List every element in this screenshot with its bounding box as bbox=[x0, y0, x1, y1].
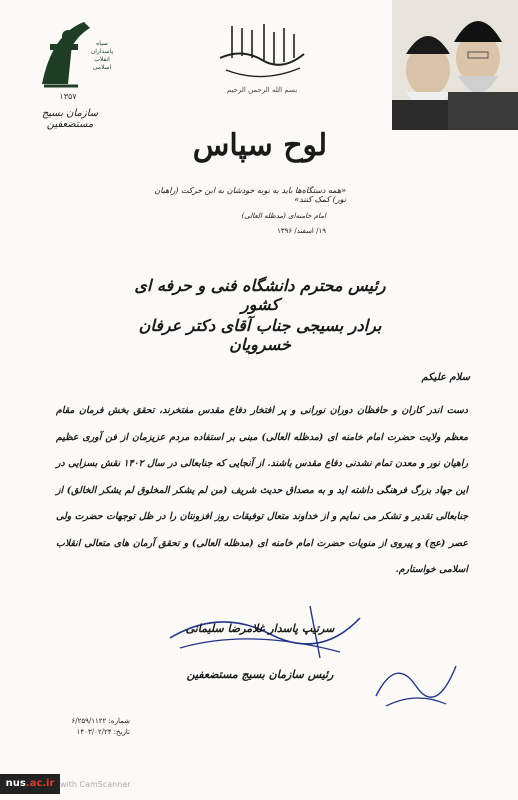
emblem-line: اسلامی bbox=[92, 64, 112, 71]
signer-role: رئیس سازمان بسیج مستضعفین bbox=[186, 668, 334, 681]
emblem-line: پاسداران bbox=[90, 48, 114, 55]
scanner-watermark: with CamScanner bbox=[60, 780, 131, 789]
logo-main: nus bbox=[5, 778, 26, 789]
signer-name: سرتیپ پاسدار غلامرضا سلیمانی bbox=[185, 622, 335, 635]
emblem-text bbox=[82, 40, 122, 72]
recipient-title: رئیس محترم دانشگاه فنی و حرفه ای کشور bbox=[134, 276, 386, 314]
portraits-image bbox=[392, 0, 518, 130]
reference-date-row bbox=[40, 727, 130, 738]
bismillah-text: بسم الله الرحمن الرحیم bbox=[226, 86, 298, 94]
greeting: سلام علیکم bbox=[421, 372, 470, 383]
site-logo bbox=[0, 774, 60, 794]
reference-block bbox=[40, 716, 130, 738]
page-title: لوح سپاس bbox=[192, 128, 328, 163]
emblem-org-name: سازمان بسیج مستضعفین bbox=[41, 108, 99, 130]
emblem-line: سپاه bbox=[96, 40, 108, 47]
quote-date: ۱۹/ اسفند/ ۱۳۹۶ bbox=[277, 227, 326, 235]
reference-date-label: تاریخ: bbox=[113, 728, 130, 736]
quote-text: «همه دستگاه‌ها باید به نوبه خودشان به این حرکت (راهیان نور) کمک کنند» bbox=[154, 186, 346, 204]
reference-number-label: شماره: bbox=[108, 717, 130, 725]
emblem-year: ۱۳۵۷ bbox=[59, 92, 77, 101]
emblem-line: انقلاب bbox=[94, 56, 110, 63]
bismillah-calligraphy bbox=[212, 18, 312, 86]
recipient-name: برادر بسیجی جناب آقای دکتر عرفان خسرویان bbox=[138, 316, 382, 354]
reference-number-row bbox=[40, 716, 130, 727]
logo-accent: .ac.ir bbox=[25, 778, 55, 789]
quote-source: امام خامنه‌ای (مدظله العالی) bbox=[241, 212, 326, 220]
reference-number: ۶/۲۵۹/۱۱۲۲ bbox=[71, 717, 107, 725]
reference-date: ۱۴۰۳/۰۲/۲۴ bbox=[76, 728, 112, 736]
handwritten-note bbox=[366, 636, 466, 716]
body-text: دست اندر کاران و حافظان دوران نورانی و پر افتخار دفاع مقدس مفتخرند، تحقق بخش فرمان مقام معظم ولایت حضرت امام خامنه ای (مدظله العالی) مبنی بر استفاده مردم عزیزمان از فن آوری عظیم راهیان نور و معدن تمام نشدنی دفاع مقدس باشند. از آنجایی که جنابعالی در سال ۱۴۰۲ نقش بسزایی در این جهاد بزرگ فرهنگی داشته اید و به مصداق حدیث شریف (من لم یشکر المخلوق لم یشکر الخالق) از جنابعالی تقدیر و تشکر می نمایم و از خداوند متعال توفیقات روز افزونتان را در ظل توجهات حضرت ولی عصر (عج) و پیروی از منویات حضرت امام خامنه ای (مدظله العالی) و تحقق آرمان های متعالی انقلاب اسلامی خواستارم. bbox=[56, 405, 468, 575]
